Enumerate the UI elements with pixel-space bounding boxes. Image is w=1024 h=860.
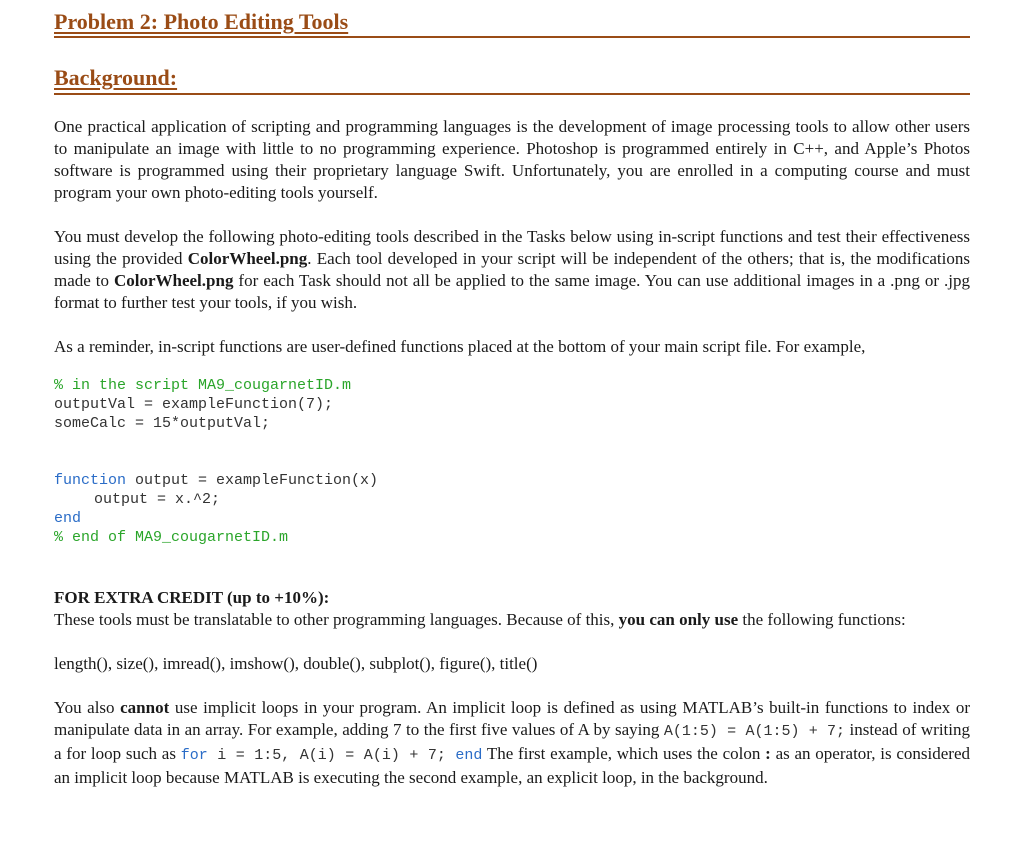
code-example-script bbox=[54, 376, 970, 433]
inline-code: A(1:5) = A(1:5) + 7; bbox=[663, 723, 846, 740]
paragraph-implicit-loops: You also cannot use implicit loops in your program. An implicit loop is defined as using MATLAB’s built-in functions to index or manipulate data in an array. For example, adding 7 to the first five values of A by saying A(1:5) = A(1:5) + 7; instead of writing a for loop such as for i = 1:5, A(i) = A(i) + 7; end The first example, which uses the colon : as an operator, is considered an implicit loop because MATLAB is executing the second example, an explicit loop, in the background. bbox=[54, 698, 971, 787]
document-page bbox=[54, 8, 970, 789]
code-line: output = x.^2; bbox=[94, 491, 221, 508]
paragraph-intro: One practical application of scripting and programming languages is the development of image processing tools to allow other users to manipulate an image with little to no programming experience. Photoshop is programmed entirely in C++, and Apple’s Photos software is programmed using their proprietary language Swift. Unfortunately, you are enrolled in a computing course and must program your own photo-editing tools yourself. bbox=[54, 117, 970, 202]
page-title: Problem 2: Photo Editing Tools bbox=[54, 8, 970, 38]
code-line: someCalc = 15*outputVal; bbox=[54, 415, 271, 432]
filename-colorwheel: ColorWheel.png bbox=[187, 249, 308, 268]
paragraph-extra-credit: These tools must be translatable to other programming languages. Because of this, you can only use the following functions: bbox=[54, 610, 906, 629]
extra-credit-heading: FOR EXTRA CREDIT (up to +10%): bbox=[54, 588, 330, 607]
paragraph-reminder: As a reminder, in-script functions are user-defined functions placed at the bottom of your main script file. For example, bbox=[54, 337, 866, 356]
code-line: outputVal = exampleFunction(7); bbox=[54, 396, 334, 413]
code-comment: % end of MA9_cougarnetID.m bbox=[54, 529, 289, 546]
inline-code-keyword: end bbox=[455, 747, 483, 764]
allowed-functions-list: length(), size(), imread(), imshow(), double(), subplot(), figure(), title() bbox=[54, 654, 538, 673]
inline-code-keyword: for bbox=[180, 747, 208, 764]
code-keyword: end bbox=[54, 510, 82, 527]
code-example-function bbox=[54, 471, 970, 547]
code-keyword: function bbox=[54, 472, 127, 489]
section-heading-background: Background: bbox=[54, 64, 970, 95]
code-comment: % in the script MA9_cougarnetID.m bbox=[54, 377, 352, 394]
inline-code: i = 1:5, A(i) = A(i) + 7; bbox=[207, 747, 456, 764]
paragraph-tools: You must develop the following photo-editing tools described in the Tasks below using in-script functions and test their effectiveness using the provided ColorWheel.png. Each tool developed in your script will be independent of the others; that is, the modifications made to ColorWheel.png for each Task should not all be applied to the same image. You can use additional images in a .png or .jpg format to further test your tools, if you wish. bbox=[54, 227, 970, 312]
filename-colorwheel: ColorWheel.png bbox=[113, 271, 234, 290]
code-line: function output = exampleFunction(x) bbox=[54, 472, 379, 489]
